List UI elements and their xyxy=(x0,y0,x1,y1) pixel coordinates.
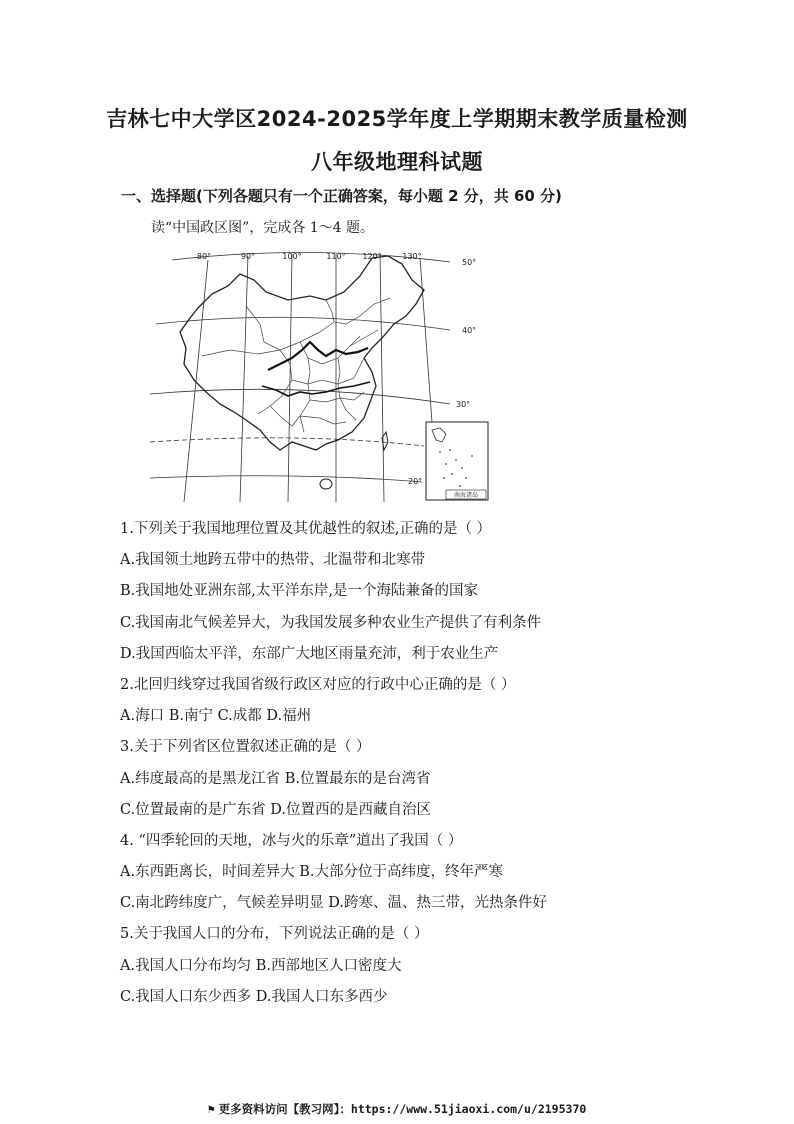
longitude-line-80 xyxy=(184,260,208,502)
option-line: A.东西距离长，时间差异大 B.大部分位于高纬度，终年严寒 xyxy=(120,864,503,881)
longitude-label: 90° xyxy=(240,252,256,261)
yellow-river xyxy=(268,342,368,370)
longitude-label: 100° xyxy=(282,252,302,261)
footer-link[interactable] xyxy=(0,1101,794,1117)
latitude-line-40 xyxy=(156,317,450,330)
option-line: C.我国南北气候差异大，为我国发展多种农业生产提供了有利条件 xyxy=(120,614,542,631)
question-list xyxy=(120,514,547,1013)
latitude-label: 50° xyxy=(462,258,477,267)
map-instruction: 读“中国政区图”，完成各 1～4 题。 xyxy=(151,220,375,236)
flag-icon: ⚑ xyxy=(207,1102,215,1116)
longitude-label: 130° xyxy=(402,252,422,261)
longitude-label: 110° xyxy=(326,252,346,261)
china-political-map xyxy=(150,246,492,502)
yangtze-river xyxy=(262,382,370,396)
exam-title: 吉林七中大学区2024-2025学年度上学期期末教学质量检测 xyxy=(106,107,688,131)
latitude-line-20 xyxy=(150,476,422,482)
question-line: 3.关于下列省区位置叙述正确的是（ ） xyxy=(120,739,371,756)
longitude-label: 120° xyxy=(362,252,382,261)
option-line: C.南北跨纬度广，气候差异明显 D.跨寒、温、热三带，光热条件好 xyxy=(120,895,548,912)
inset-label: 南海诸岛 xyxy=(453,492,479,499)
section-heading: 一、选择题(下列各题只有一个正确答案，每小题 2 分，共 60 分) xyxy=(121,187,562,205)
option-line: A.海口 B.南宁 C.成都 D.福州 xyxy=(120,708,312,725)
longitude-line-120 xyxy=(380,254,384,502)
question-line: 1.下列关于我国地理位置及其优越性的叙述,正确的是（ ） xyxy=(120,521,492,537)
option-line: B.我国地处亚洲东部,太平洋东岸,是一个海陆兼备的国家 xyxy=(120,583,478,600)
longitude-label: 80° xyxy=(196,252,212,261)
latitude-label: 30° xyxy=(456,400,471,409)
longitude-line-90 xyxy=(240,256,248,502)
question-line: 5.关于我国人口的分布，下列说法正确的是（ ） xyxy=(120,926,429,943)
option-line: C.我国人口东少西多 D.我国人口东多西少 xyxy=(120,988,388,1005)
question-line: 2.北回归线穿过我国省级行政区对应的行政中心正确的是（ ） xyxy=(120,676,516,693)
south-china-sea-inset xyxy=(426,422,488,500)
option-line: C.位置最南的是广东省 D.位置西的是西藏自治区 xyxy=(120,801,432,818)
question-line: 4. “四季轮回的天地，冰与火的乐章”道出了我国（ ） xyxy=(120,832,463,849)
latitude-label: 20° xyxy=(408,477,423,486)
footer-text: 更多资料访问【教习网】：https://www.51jiaoxi.com/u/2195370 xyxy=(218,1102,587,1116)
exam-subtitle: 八年级地理科试题 xyxy=(311,150,483,174)
hainan-island xyxy=(320,479,332,489)
option-line: D.我国西临太平洋，东部广大地区雨量充沛，利于农业生产 xyxy=(120,645,499,662)
option-line: A.我国人口分布均匀 B.西部地区人口密度大 xyxy=(120,957,402,974)
option-line: A.纬度最高的是黑龙江省 B.位置最东的是台湾省 xyxy=(120,770,431,787)
option-line: A.我国领土地跨五带中的热带、北温带和北寒带 xyxy=(120,552,426,569)
longitude-line-130 xyxy=(420,258,432,422)
latitude-label: 40° xyxy=(462,326,477,335)
